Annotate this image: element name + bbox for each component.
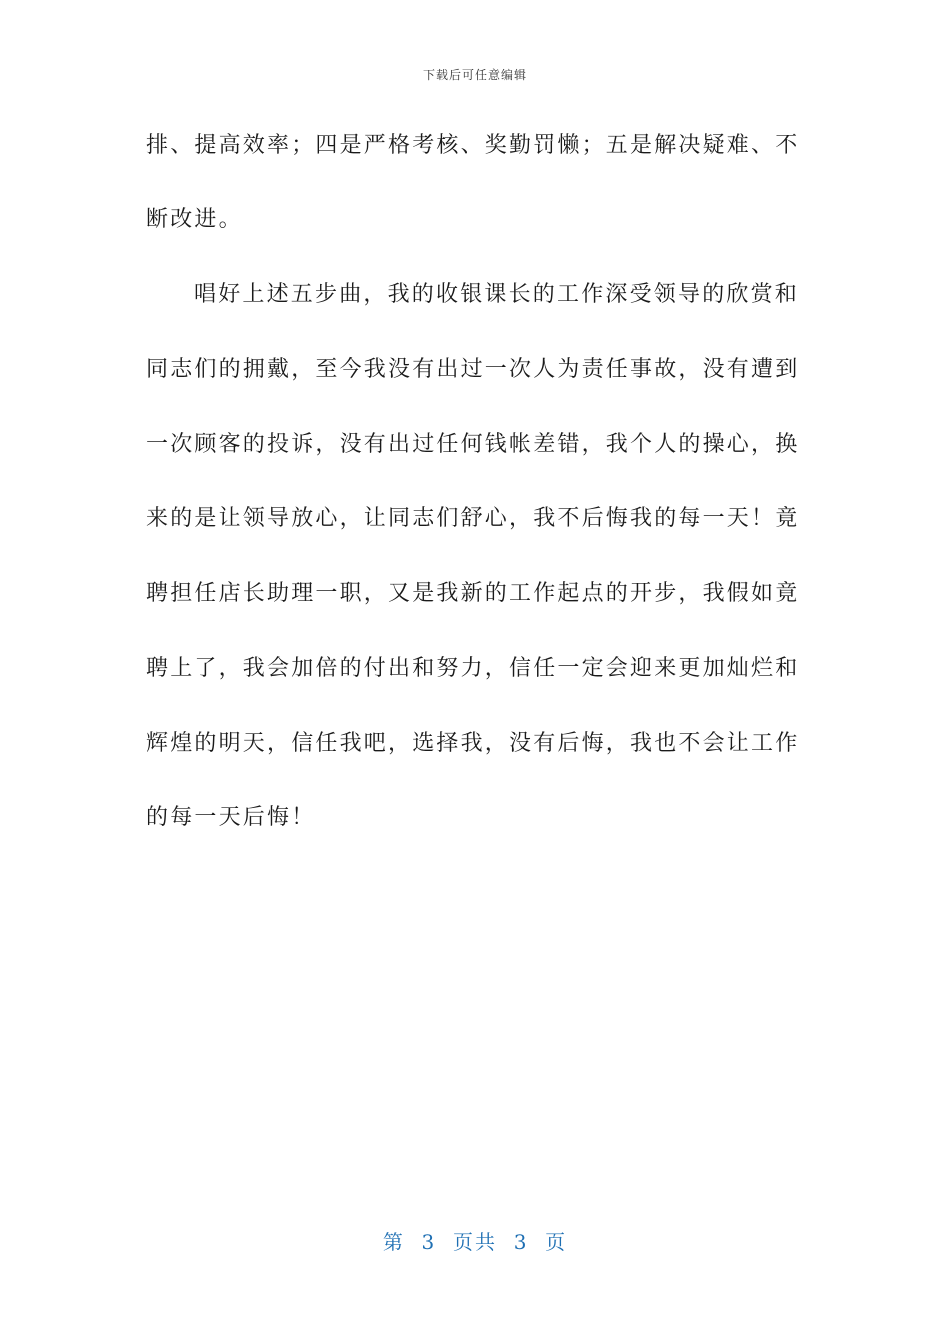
body-line: 一次顾客的投诉，没有出过任何钱帐差错，我个人的操心，换 xyxy=(146,432,800,457)
body-line: 排、提高效率；四是严格考核、奖勤罚懒；五是解决疑难、不 xyxy=(146,133,800,158)
body-line: 辉煌的明天，信任我吧，选择我，没有后悔，我也不会让工作 xyxy=(146,731,800,756)
page-header: 下载后可任意编辑 xyxy=(422,68,527,82)
body-line: 同志们的拥戴，至今我没有出过一次人为责任事故，没有遭到 xyxy=(146,357,800,382)
body-line: 来的是让领导放心，让同志们舒心，我不后悔我的每一天！竟 xyxy=(146,506,800,531)
body-line: 断改进。 xyxy=(146,207,243,232)
paragraph-start: 唱好上述五步曲，我的收银课长的工作深受领导的欣赏和 xyxy=(194,282,800,307)
page-number-footer: 第 3 页共 3 页 xyxy=(382,1230,568,1254)
body-line: 聘上了，我会加倍的付出和努力，信任一定会迎来更加灿烂和 xyxy=(146,656,800,681)
body-line: 的每一天后悔！ xyxy=(146,805,316,830)
body-line: 聘担任店长助理一职，又是我新的工作起点的开步，我假如竟 xyxy=(146,581,800,606)
